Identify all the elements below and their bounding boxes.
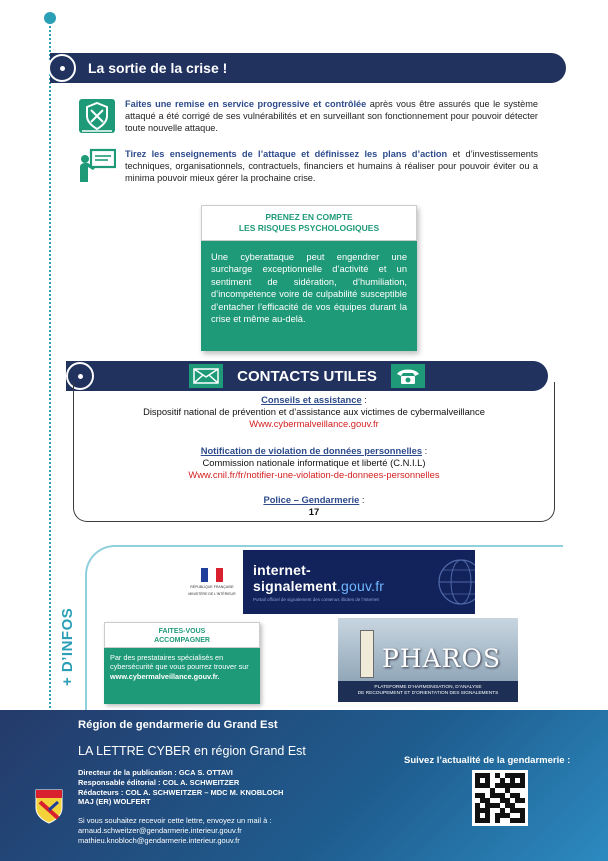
timeline-line (49, 18, 51, 708)
internet-signalement-banner[interactable] (181, 550, 475, 614)
infos-label: + D’INFOS (59, 607, 76, 686)
contact-text: Dispositif national de prévention et d’assistance aux victimes de cybermalveillance (143, 406, 485, 417)
flag-caption: RÉPUBLIQUE FRANÇAISE (190, 585, 234, 589)
tip-enseignements (78, 148, 538, 184)
tip-remise-en-service (78, 98, 538, 134)
accompagner-title-line2: ACCOMPAGNER (154, 637, 210, 644)
pharos-subtitle (338, 681, 518, 702)
accompagner-title-line1: FAITES-VOUS (158, 628, 206, 635)
contact-text: Commission nationale informatique et liberté (C.N.I.L) (202, 457, 426, 468)
psy-risk-title-line2: LES RISQUES PSYCHOLOGIQUES (238, 223, 380, 233)
tip-text (125, 98, 538, 134)
tip-body: après vous être assurés que le système attaqué a été corrigé de ses vulnérabilités et en surveillant son fonctionnement pour pouvoir détecter toute nouvelle attaque. (125, 99, 538, 133)
contact-heading-link[interactable]: Notification de violation de données personnelles (200, 445, 423, 456)
contacts-title: CONTACTS UTILES (237, 367, 377, 385)
section-header-crise (50, 53, 566, 83)
qr-code-icon[interactable] (472, 770, 528, 826)
accompagner-link[interactable]: www.cybermalveillance.gouv.fr. (110, 671, 220, 681)
psy-risk-title (201, 205, 417, 241)
pharos-subtitle-line2: DE RECOUPEMENT ET D’ORIENTATION DES SIGNALEMENTS (357, 691, 499, 696)
globe-icon (435, 550, 475, 614)
subscribe-line: Si vous souhaitez recevoir cette lettre, envoyez un mail à : (78, 816, 272, 825)
contact-heading-link[interactable]: Conseils et assistance (261, 394, 362, 405)
footer-region: Région de gendarmerie du Grand Est (78, 719, 278, 731)
pharos-title: PHAROS (382, 644, 502, 673)
psy-risk-card (201, 205, 417, 351)
subscribe-email[interactable]: arnaud.schweitzer@gendarmerie.interieur.gouv.fr (78, 825, 242, 835)
internet-signalement-title (253, 562, 435, 594)
footer-newsletter-title: LA LETTRE CYBER en région Grand Est (78, 744, 306, 758)
footer-subscribe (78, 816, 271, 845)
tip-text (125, 148, 538, 184)
staff-line: Rédacteurs : COL A. SCHWEITZER – MDC M. KNOBLOCH (78, 787, 284, 797)
gendarmerie-crest-icon (34, 788, 64, 824)
ministry-caption: MINISTÈRE DE L’INTÉRIEUR (188, 592, 236, 596)
accompagner-body (104, 648, 260, 704)
accompagner-text: Par des prestataires spécialisés en cybersécurité que vous pourrez trouver sur (110, 653, 249, 672)
emergency-number: 17 (308, 506, 320, 517)
republique-francaise-logo (181, 550, 243, 614)
staff-line: MAJ (ER) WOLFERT (78, 797, 151, 807)
tip-body: et d’investissements techniques, organisationnels, contractuels, financiers et humains à réaliser pour pouvoir éviter ou a minima pouvoir mieux gérer la prochaine crise. (125, 149, 538, 183)
colon: : (422, 445, 428, 456)
gouv-suffix: .gouv.fr (336, 578, 385, 594)
pharos-banner[interactable] (338, 618, 518, 702)
accompagner-title (104, 622, 260, 648)
staff-line: Responsable éditorial : COL A. SCHWEITZER (78, 777, 240, 787)
tip-highlight: Faites une remise en service progressive et contrôlée (125, 99, 367, 109)
bullet-icon (48, 54, 76, 82)
accompagner-card (104, 622, 260, 704)
tip-highlight: Tirez les enseignements de l’attaque et définissez les plans d’action (125, 149, 448, 159)
psy-risk-body: Une cyberattaque peut engendrer une surcharge exceptionnelle d’activité et un sentiment de sidération, d’humiliation, d’incompétence voire de culpabilité susceptible d’entacher l’efficacité de vos équipes durant la crise et même au-delà. (201, 241, 417, 351)
internet-signalement-subtitle: Portail officiel de signalement des contenus illicites de l’Internet (253, 597, 379, 602)
colon: : (361, 394, 367, 405)
footer-staff (78, 768, 283, 807)
internet-signalement-name: internet-signalement (253, 562, 337, 594)
section-title: La sortie de la crise ! (88, 60, 228, 76)
cnil-link[interactable]: Www.cnil.fr/fr/notifier-une-violation-de-donnees-personnelles (188, 469, 440, 480)
contact-heading-police (74, 494, 554, 505)
subscribe-email[interactable]: mathieu.knobloch@gendarmerie.interieur.gouv.fr (78, 835, 240, 845)
contacts-box (73, 382, 555, 522)
staff-line: Directeur de la publication : GCA S. OTTAVI (78, 768, 233, 777)
psy-risk-title-line1: PRENEZ EN COMPTE (265, 212, 353, 222)
colon: : (359, 494, 365, 505)
footer (0, 710, 608, 861)
footer-follow: Suivez l’actualité de la gendarmerie : (404, 755, 571, 766)
presentation-icon (78, 148, 116, 184)
contact-heading-conseils (74, 394, 554, 405)
contact-heading-notification (74, 445, 554, 456)
shield-icon (78, 98, 116, 134)
cybermalveillance-link[interactable]: Www.cybermalveillance.gouv.fr (249, 418, 379, 429)
french-flag-icon (201, 568, 223, 582)
contact-heading-link[interactable]: Police – Gendarmerie (263, 494, 360, 505)
pharos-subtitle-line1: PLATEFORME D’HARMONISATION, D’ANALYSE (374, 685, 482, 690)
lighthouse-icon (360, 630, 374, 678)
